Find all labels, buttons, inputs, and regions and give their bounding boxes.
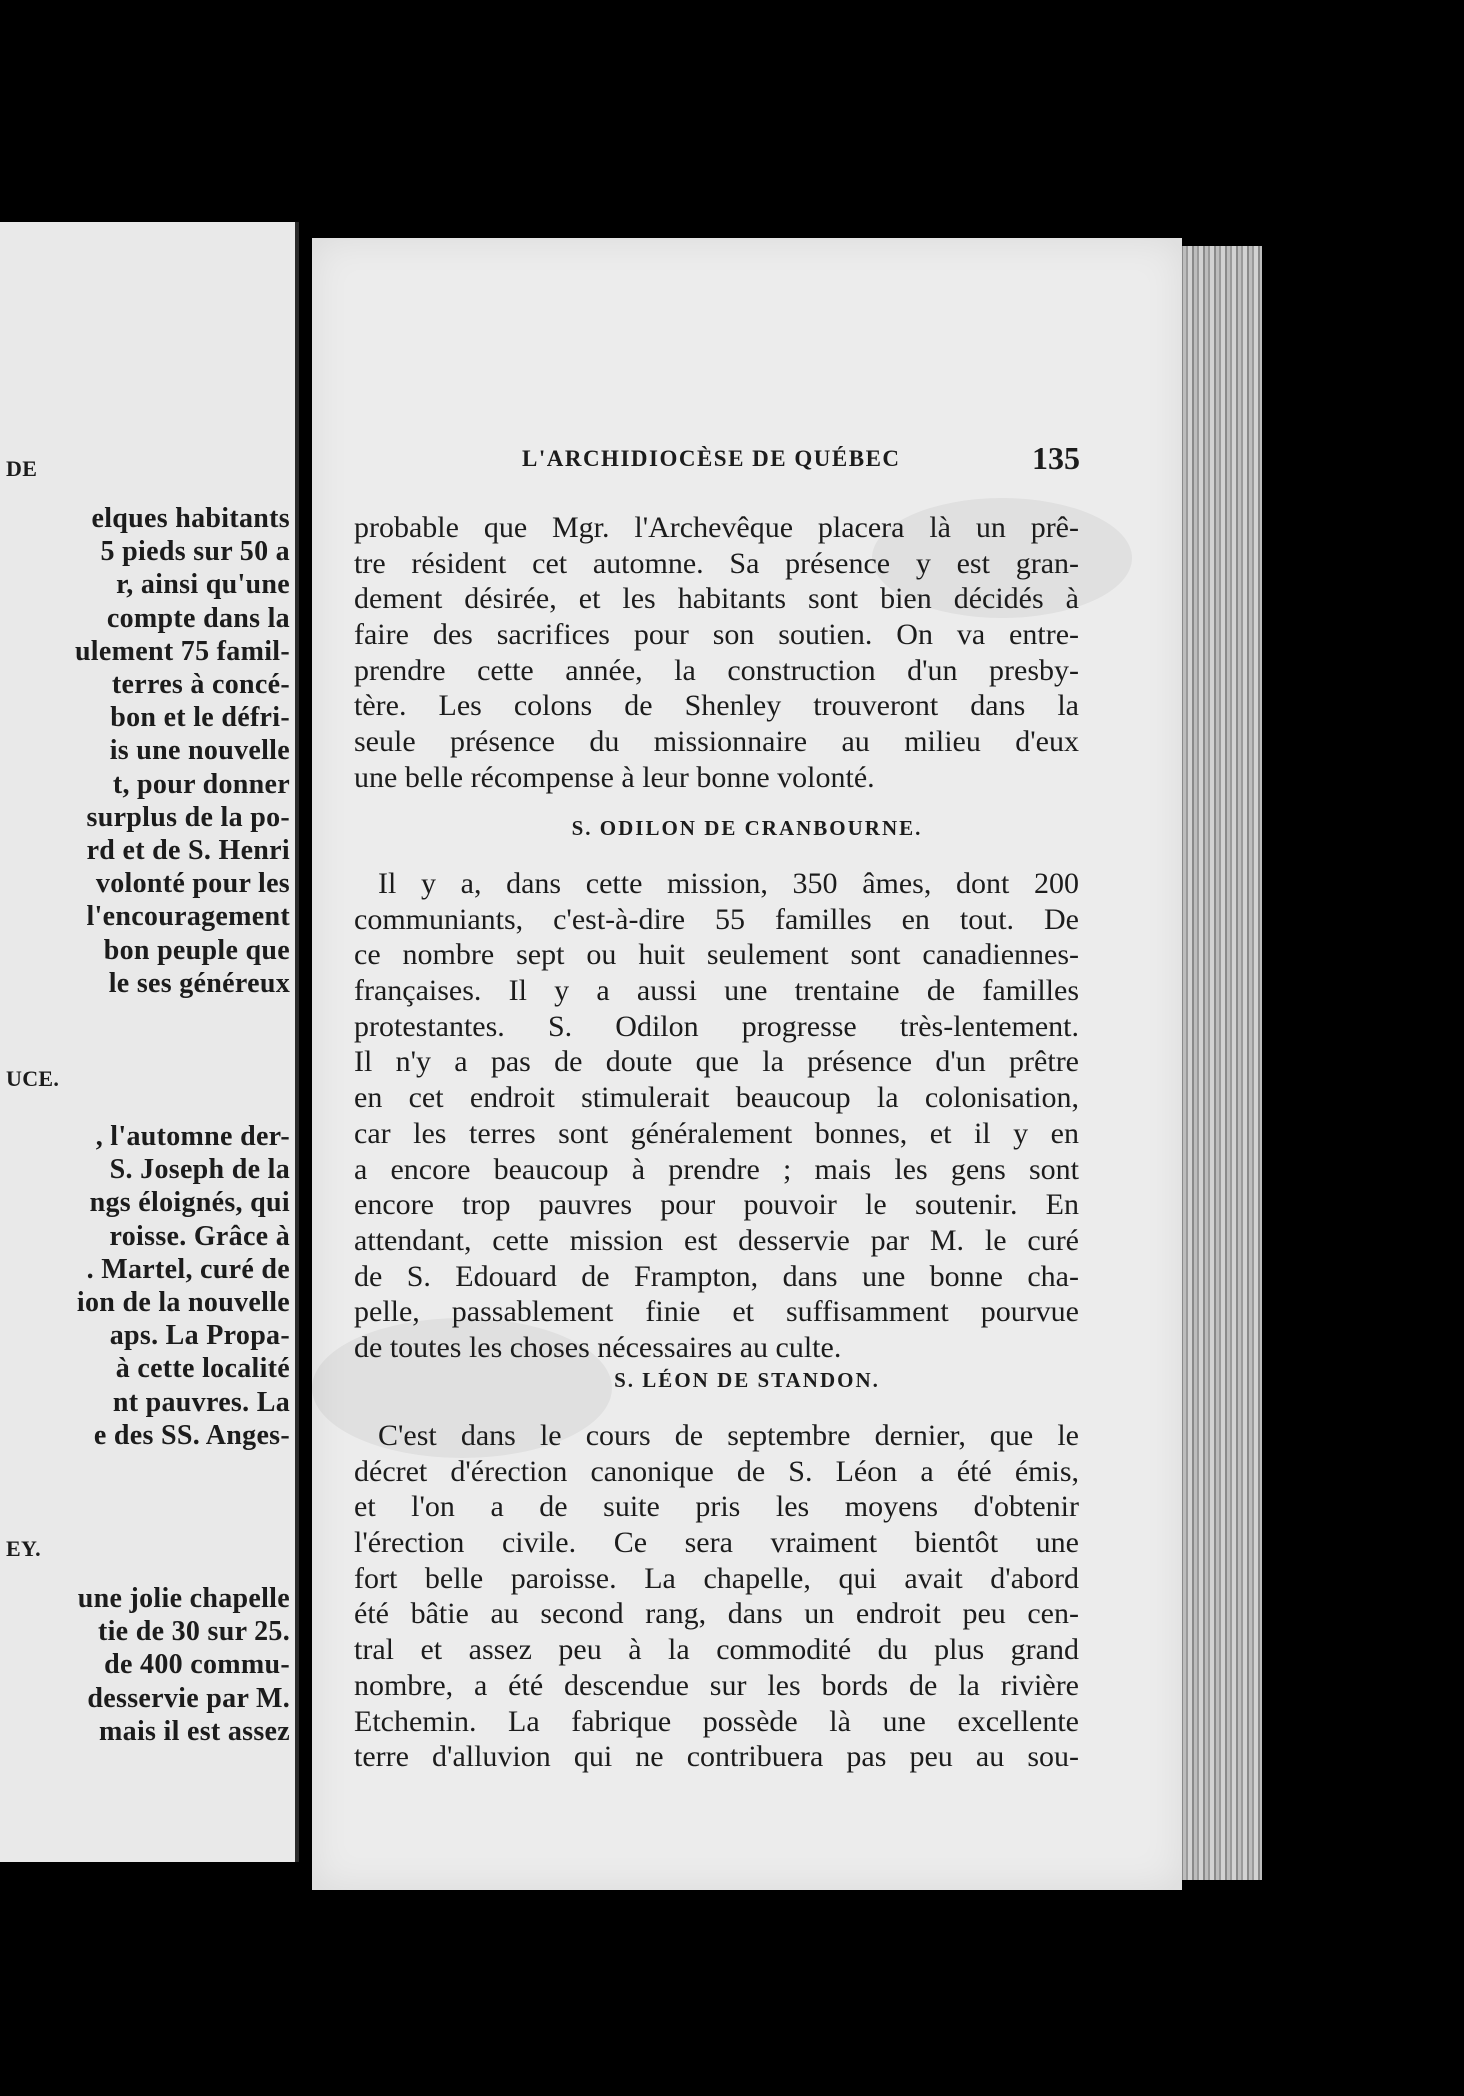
text-line: probable que Mgr. l'Archevêque placera là un prê- xyxy=(354,511,1079,544)
left-text-line: , l'automne der- xyxy=(95,1121,290,1152)
text-line: nombre, a été descendue sur les bords de la rivière xyxy=(354,1668,1079,1702)
left-text-line: desservie par M. xyxy=(87,1682,290,1714)
text-line: faire des sacrifices pour son soutien. On va entre- xyxy=(354,618,1079,652)
text-line: car les terres sont généralement bonnes, et il y en xyxy=(354,1116,1079,1150)
paragraph xyxy=(354,866,1079,1366)
text-line: prendre cette année, la construction d'un presby- xyxy=(354,653,1079,687)
left-text-line: surplus de la po- xyxy=(86,801,290,833)
left-text-line: mais il est assez xyxy=(99,1715,290,1747)
left-page-heading: UCE. xyxy=(6,1066,60,1091)
paragraph xyxy=(354,510,1079,796)
text-line: été bâtie au second rang, dans un endroit peu cen- xyxy=(354,1597,1079,1631)
left-text-line: terres à concé- xyxy=(111,669,290,700)
left-text-line: . Martel, curé de xyxy=(86,1253,290,1285)
text-line: protestantes. S. Odilon progresse très-lentement. xyxy=(354,1009,1079,1043)
left-text-line: l'encouragement xyxy=(86,901,290,933)
section-heading: S. LÉON DE STANDON. xyxy=(614,1368,880,1392)
left-text-line: tie de 30 sur 25. xyxy=(97,1616,290,1648)
text-line: Il n'y a pas de doute que la présence d'un prêtre xyxy=(354,1045,1079,1079)
text-line: terre d'alluvion qui ne contribuera pas peu au sou- xyxy=(354,1740,1079,1774)
left-text-line: volonté pour les xyxy=(95,868,290,900)
section-heading: S. ODILON DE CRANBOURNE. xyxy=(571,816,923,840)
left-text-line: bon et le défri- xyxy=(110,702,290,734)
running-title: L'ARCHIDIOCÈSE DE QUÉBEC xyxy=(522,446,901,471)
left-text-line: nt pauvres. La xyxy=(112,1386,290,1418)
left-text-line: le ses généreux xyxy=(108,967,290,999)
text-line: de S. Edouard de Frampton, dans une bonne cha- xyxy=(354,1259,1079,1293)
left-text-line: une jolie chapelle xyxy=(77,1583,290,1614)
left-text-line: S. Joseph de la xyxy=(109,1154,290,1186)
text-line: seule présence du missionnaire au milieu d'eux xyxy=(354,725,1079,759)
text-line: tère. Les colons de Shenley trouveront dans la xyxy=(354,689,1079,723)
left-text-line: ion de la nouvelle xyxy=(76,1287,290,1318)
left-text-line: roisse. Grâce à xyxy=(109,1220,290,1252)
text-line: tre résident cet automne. Sa présence y est gran- xyxy=(354,546,1079,580)
left-text-line: ngs éloignés, qui xyxy=(89,1187,290,1219)
text-line: et l'on a de suite pris les moyens d'obtenir xyxy=(354,1490,1079,1524)
left-text-line: ulement 75 famil- xyxy=(74,635,290,667)
text-line: encore trop pauvres pour pouvoir le soutenir. En xyxy=(354,1188,1079,1222)
left-text-line: de 400 commu- xyxy=(104,1649,290,1681)
text-line: tral et assez peu à la commodité du plus grand xyxy=(354,1633,1079,1667)
text-line: fort belle paroisse. La chapelle, qui avait d'abord xyxy=(354,1561,1079,1595)
text-line: en cet endroit stimulerait beaucoup la colonisation, xyxy=(354,1081,1079,1115)
text-line: pelle, passablement finie et suffisamment pourvue xyxy=(354,1295,1079,1329)
running-head xyxy=(312,440,1182,486)
left-page-fragment xyxy=(0,222,299,1862)
text-line: communiants, c'est-à-dire 55 familles en tout. De xyxy=(354,902,1079,936)
left-text-line: compte dans la xyxy=(106,602,290,634)
text-line: décret d'érection canonique de S. Léon a été émis, xyxy=(354,1454,1079,1488)
left-text-line: e des SS. Anges- xyxy=(93,1419,290,1451)
text-line: une belle récompense à leur bonne volonté. xyxy=(354,760,875,794)
paragraph xyxy=(354,1418,1079,1775)
text-line: Etchemin. La fabrique possède là une excellente xyxy=(354,1704,1079,1738)
text-line: de toutes les choses nécessaires au culte. xyxy=(354,1330,842,1364)
left-text-line: 5 pieds sur 50 a xyxy=(100,536,290,568)
left-text-line: t, pour donner xyxy=(112,768,290,800)
text-line: ce nombre sept ou huit seulement sont canadiennes- xyxy=(354,938,1079,972)
left-text-line: is une nouvelle xyxy=(109,735,290,767)
left-text-line: aps. La Propa- xyxy=(109,1320,290,1352)
left-page-heading: DE xyxy=(6,456,38,481)
text-line: a encore beaucoup à prendre ; mais les gens sont xyxy=(354,1152,1079,1186)
book-page xyxy=(312,238,1182,1890)
text-line: l'érection civile. Ce sera vraiment bientôt une xyxy=(354,1526,1079,1560)
text-line: françaises. Il y a aussi une trentaine de familles xyxy=(354,974,1079,1008)
left-text-line: rd et de S. Henri xyxy=(86,835,290,866)
left-text-line: bon peuple que xyxy=(103,934,290,966)
left-text-line: r, ainsi qu'une xyxy=(116,569,290,601)
page-number: 135 xyxy=(1032,440,1080,476)
left-text-line: à cette localité xyxy=(115,1353,290,1385)
text-line: C'est dans le cours de septembre dernier, que le xyxy=(378,1419,1079,1452)
left-page-heading: EY. xyxy=(6,1536,41,1561)
text-line: attendant, cette mission est desservie par M. le curé xyxy=(354,1223,1079,1257)
text-line: dement désirée, et les habitants sont bien décidés à xyxy=(354,582,1079,616)
left-text-line: elques habitants xyxy=(91,503,290,534)
text-line: Il y a, dans cette mission, 350 âmes, dont 200 xyxy=(378,867,1079,900)
